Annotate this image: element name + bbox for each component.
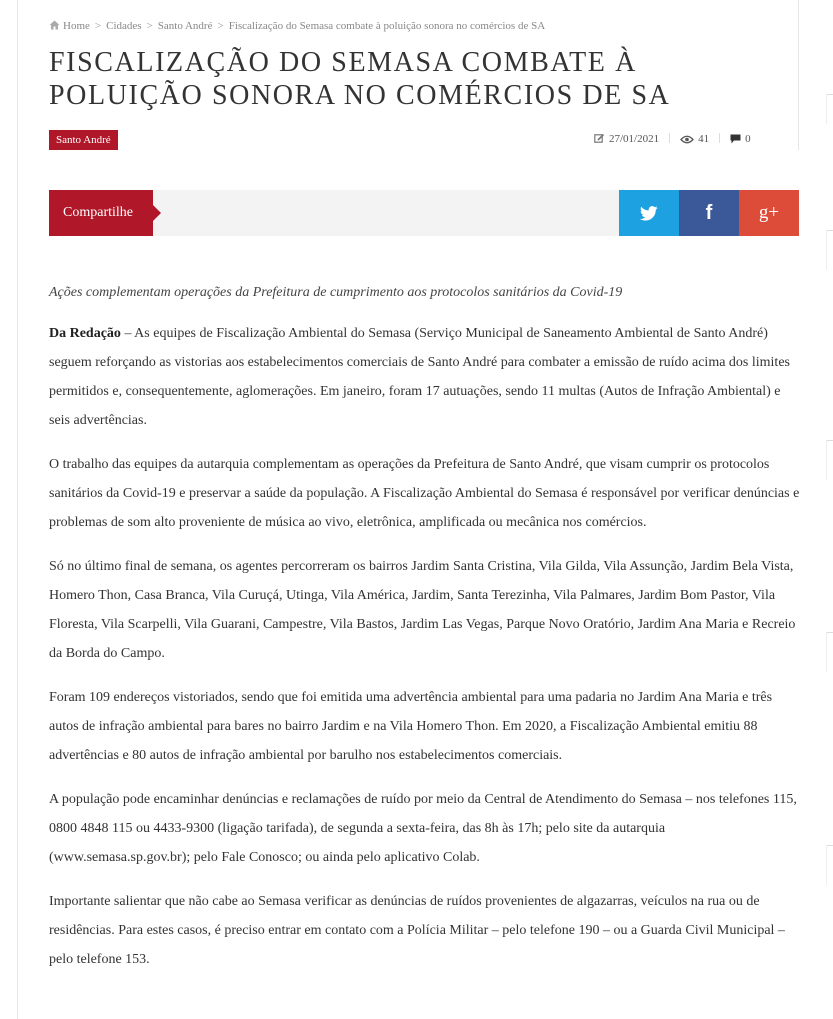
article-paragraph: Só no último final de semana, os agentes percorreram os bairros Jardim Santa Cristina, Vila Gilda, Vila Assunção, Jardim Bela Vista, Homero Thon, Casa Branca, Vila Curuçá, Utinga, Vila América, Jardim, Santa Terezinha, Vila Palmares, Jardim Bom Pastor, Vila Floresta, Vila Scarpelli, Vila Guarani, Campestre, Vila Bastos, Jardim Las Vegas, Parque Novo Oratório, Jardim Ana Maria e Recreio da Borda do Campo. — [49, 559, 796, 661]
breadcrumb-current: Fiscalização do Semasa combate à poluição sonora no comércios de SA — [228, 20, 546, 32]
post-date: 27/01/2021 — [609, 133, 660, 145]
sidebar-edge — [826, 632, 833, 633]
breadcrumb-santo-andre[interactable]: Santo André — [157, 20, 213, 32]
home-icon — [49, 20, 60, 30]
sidebar-edge — [826, 94, 833, 95]
page-title: FISCALIZAÇÃO DO SEMASA COMBATE À POLUIÇÃO SONORA NO COMÉRCIOS DE SA — [49, 47, 671, 111]
article-paragraph: A população pode encaminhar denúncias e reclamações de ruído por meio da Central de Atendimento do Semasa – nos telefones 115, 0800 4848 115 ou 4433-9300 (ligação tarifada), de segunda a sexta-feira, das 8h às 17h; pelo site da autarquia (www.semasa.sp.gov.br); pelo Fale Conosco; ou ainda pelo aplicativo Colab. — [49, 792, 797, 865]
paragraph-text: – As equipes de Fiscalização Ambiental do Semasa (Serviço Municipal de Saneamento Ambiental de Santo André) seguem reforçando as vistorias aos estabelecimentos comerciais de Santo André para combater a emissão de ruído acima dos limites permitidos e, consequentemente, aglomerações. Em janeiro, foram 17 autuações, sendo 11 multas (Autos de Infração Ambiental) e seis advertências. — [49, 326, 790, 428]
share-label: Compartilhe — [49, 190, 153, 236]
comment-icon — [730, 134, 741, 144]
facebook-share-button[interactable] — [679, 190, 739, 236]
facebook-f-icon: f — [705, 201, 713, 224]
views-meta — [680, 133, 709, 145]
breadcrumb-home[interactable]: Home — [63, 20, 90, 32]
breadcrumb-separator: > — [217, 20, 224, 32]
article-paragraph: Importante salientar que não cabe ao Semasa verificar as denúncias de ruídos provenientes de algazarras, veículos na rua ou de residências. Para estes casos, é preciso entrar em contato com a Polícia Militar – pelo telefone 190 – ou a Guarda Civil Municipal – pelo telefone 153. — [49, 894, 785, 967]
article-lead: Ações complementam operações da Prefeitura de cumprimento aos protocolos sanitários da Covid-19 — [49, 285, 623, 300]
view-count: 41 — [698, 133, 710, 145]
sidebar-edge — [826, 845, 827, 885]
sidebar-edge — [826, 230, 833, 231]
article-paragraph: Foram 109 endereços vistoriados, sendo que foi emitida uma advertência ambiental para uma padaria no Jardim Ana Maria e três autos de infração ambiental para bares no bairro Jardim e na Vila Homero Thon. Em 2020, a Fiscalização Ambiental emitiu 88 advertências e 80 autos de infração ambiental por barulho nos estabelecimentos comerciais. — [49, 690, 773, 763]
content-left-border — [17, 0, 18, 1019]
google-plus-share-button[interactable] — [739, 190, 799, 236]
article-meta — [594, 133, 751, 145]
meta-divider — [669, 133, 670, 143]
category-badge[interactable]: Santo André — [49, 130, 118, 150]
google-plus-icon: g+ — [758, 202, 780, 223]
share-bar — [49, 190, 799, 236]
breadcrumb-separator: > — [146, 20, 153, 32]
edit-icon — [594, 133, 605, 144]
sidebar-edge — [826, 632, 827, 672]
article-body — [49, 278, 801, 989]
sidebar-edge — [826, 440, 833, 441]
article-paragraph: O trabalho das equipes da autarquia complementam as operações da Prefeitura de Santo André, que visam cumprir os protocolos sanitários da Covid-19 e preservar a saúde da população. A Fiscalização Ambiental do Semasa é responsável por verificar denúncias e problemas de som alto proveniente de música ao vivo, eletrônica, amplificada ou mecânica nos comércios. — [49, 457, 800, 530]
sidebar-edge — [826, 440, 827, 480]
article-byline: Da Redação — [49, 326, 121, 341]
article-paragraph — [49, 319, 801, 435]
sidebar-edge — [826, 230, 827, 270]
comments-meta[interactable] — [730, 133, 751, 145]
sidebar-edge — [826, 94, 827, 124]
comment-count: 0 — [745, 133, 751, 145]
twitter-bird-icon — [640, 206, 658, 221]
breadcrumb-cidades[interactable]: Cidades — [106, 20, 142, 32]
breadcrumb — [49, 20, 545, 32]
sidebar-edge — [826, 845, 833, 846]
breadcrumb-separator: > — [94, 20, 102, 32]
header-right-border — [798, 0, 799, 150]
eye-icon — [680, 135, 694, 144]
date-meta — [594, 133, 659, 145]
twitter-share-button[interactable] — [619, 190, 679, 236]
meta-divider — [719, 133, 720, 143]
